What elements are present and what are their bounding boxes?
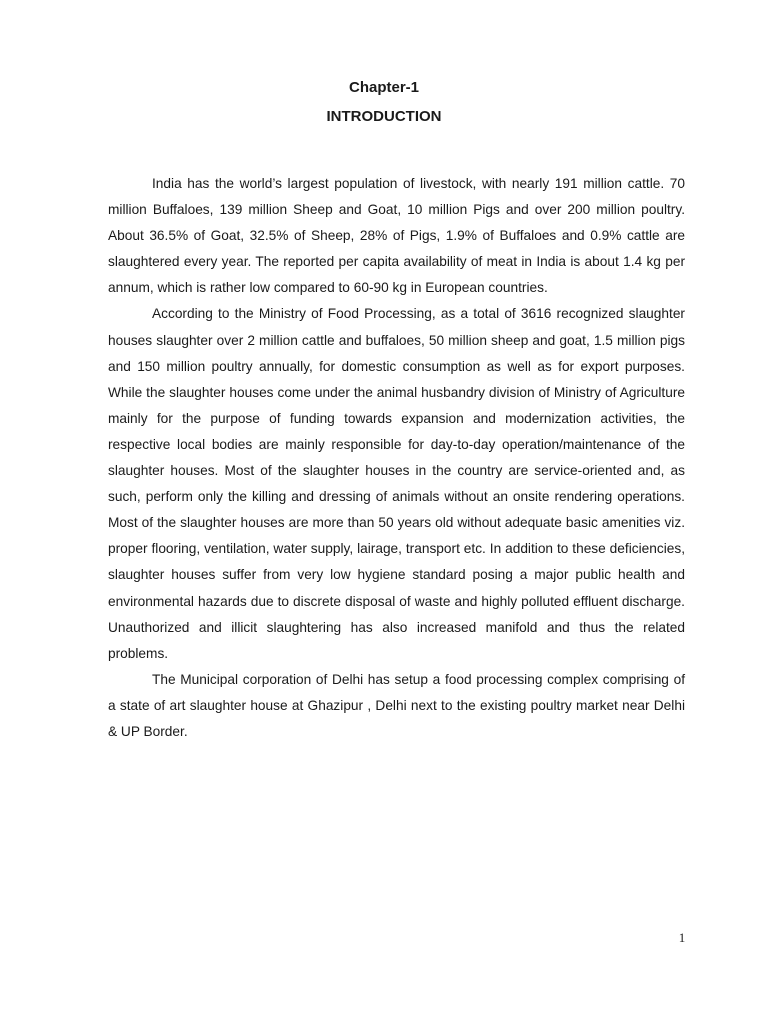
paragraph-slaughter-houses: According to the Ministry of Food Processing, as a total of 3616 recognized slaughter houses slaughter over 2 million cattle and buffaloes, 50 million sheep and goat, 1.5 million pigs and 150 million poultry annually, for domestic consumption as well as for export purposes. While the slaughter houses come under the animal husbandry division of Ministry of Agriculture mainly for the purpose of funding towards expansion and modernization activities, the respective local bodies are mainly responsible for day-to-day operation/maintenance of the slaughter houses. Most of the slaughter houses in the country are service-oriented and, as such, perform only the killing and dressing of animals without an onsite rendering operations. Most of the slaughter houses are more than 50 years old without adequate basic amenities viz. proper flooring, ventilation, water supply, lairage, transport etc. In addition to these deficiencies, slaughter houses suffer from very low hygiene standard posing a major public health and environmental hazards due to discrete disposal of waste and highly polluted effluent discharge. Unauthorized and illicit slaughtering has also increased manifold and thus the related problems.	[108, 306, 685, 661]
paragraph-delhi-complex: The Municipal corporation of Delhi has setup a food processing complex comprising of a state of art slaughter house at Ghazipur , Delhi next to the existing poultry market near Delhi & UP Border.	[108, 671, 685, 739]
chapter-heading	[0, 78, 768, 127]
paragraph-livestock: India has the world’s largest population of livestock, with nearly 191 million cattle. 70 million Buffaloes, 139 million Sheep and Goat, 10 million Pigs and over 200 million poultry. About 36.5% of Goat, 32.5% of Sheep, 28% of Pigs, 1.9% of Buffaloes and 0.9% cattle are slaughtered every year. The reported per capita availability of meat in India is about 1.4 kg per annum, which is rather low compared to 60-90 kg in European countries.	[108, 176, 685, 296]
chapter-label: Chapter-1	[348, 79, 419, 96]
chapter-title: INTRODUCTION	[326, 108, 442, 125]
body-text	[108, 171, 685, 745]
page-number: 1	[678, 930, 686, 945]
